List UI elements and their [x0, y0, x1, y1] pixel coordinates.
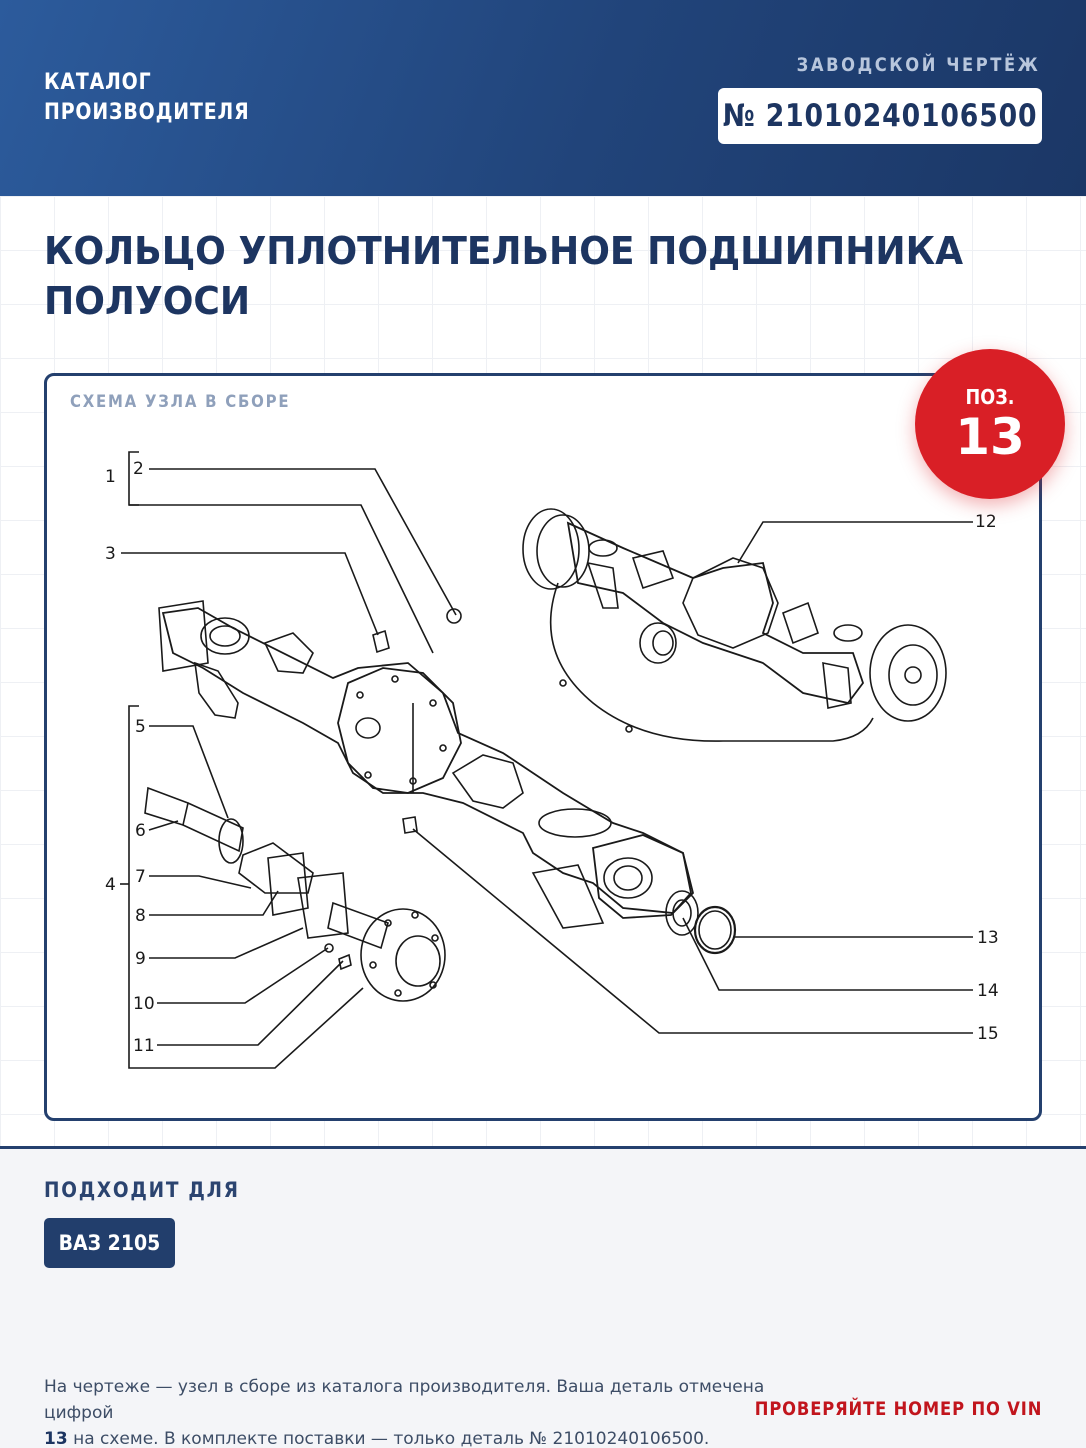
callout-13: 13	[977, 928, 999, 948]
callout-3: 3	[105, 544, 116, 564]
callout-2: 2	[133, 459, 144, 479]
model-chip-label: ВАЗ 2105	[58, 1231, 161, 1255]
footnote	[44, 1374, 804, 1448]
callout-10: 10	[133, 994, 155, 1014]
header-banner	[0, 0, 1086, 196]
footnote-part-2: на схеме. В комплекте поставки — только деталь № 21010240106500.	[73, 1429, 710, 1448]
diagram-caption: СХЕМА УЗЛА В СБОРЕ	[70, 392, 291, 412]
vin-notice: ПРОВЕРЯЙТЕ НОМЕР ПО VIN	[754, 1398, 1042, 1420]
drawing-label: ЗАВОДСКОЙ ЧЕРТЁЖ	[796, 54, 1040, 76]
fits-label: ПОДХОДИТ ДЛЯ	[44, 1178, 240, 1202]
position-number: 13	[955, 408, 1025, 466]
callout-7: 7	[135, 867, 146, 887]
brand-line-1: КАТАЛОГ	[44, 70, 152, 95]
callout-6: 6	[135, 821, 146, 841]
footnote-part-1: На чертеже — узел в сборе из каталога производителя. Ваша деталь отмечена цифрой	[44, 1377, 765, 1423]
callout-5: 5	[135, 717, 146, 737]
footnote-highlight: 13	[44, 1429, 68, 1448]
callout-14: 14	[977, 981, 999, 1001]
callout-12: 12	[975, 512, 997, 532]
callout-4: 4	[105, 875, 116, 895]
position-badge	[915, 349, 1065, 499]
callout-15: 15	[977, 1024, 999, 1044]
section-divider	[0, 1146, 1086, 1149]
callout-1: 1	[105, 467, 116, 487]
callout-11: 11	[133, 1036, 155, 1056]
drawing-number: № 21010240106500	[722, 98, 1038, 134]
assembly-diagram-card	[44, 373, 1042, 1121]
position-label: ПОЗ.	[965, 385, 1015, 409]
callout-8: 8	[135, 906, 146, 926]
catalog-brand	[44, 68, 250, 128]
callout-9: 9	[135, 949, 146, 969]
part-title: КОЛЬЦО УПЛОТНИТЕЛЬНОЕ ПОДШИПНИКА ПОЛУОСИ	[44, 229, 964, 323]
assembly-diagram	[47, 376, 1039, 1118]
drawing-number-box	[718, 88, 1042, 144]
model-chip[interactable]	[44, 1218, 175, 1268]
brand-line-2: ПРОИЗВОДИТЕЛЯ	[44, 100, 250, 125]
